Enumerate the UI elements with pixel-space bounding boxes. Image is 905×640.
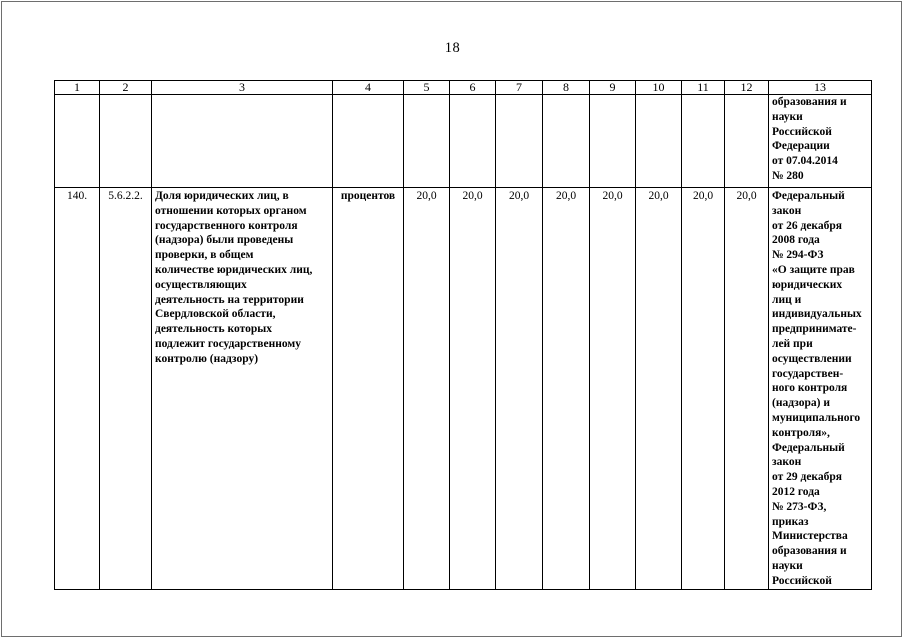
text-line: юридических <box>772 278 843 291</box>
text-line: от 07.04.2014 <box>772 155 838 168</box>
value-cell: 20,0 <box>636 188 682 590</box>
text-line: лей при <box>772 337 813 350</box>
value-cell: 20,0 <box>590 188 636 590</box>
row-number: 140. <box>55 188 100 590</box>
text-line: от 29 декабря <box>772 471 842 484</box>
indicators-table <box>54 80 872 590</box>
text-line: Федеральный <box>772 441 845 454</box>
text-line: от 26 декабря <box>772 219 842 232</box>
text-line: отношении которых органом <box>155 204 307 217</box>
empty-cell <box>450 95 496 188</box>
text-line: проверки, в общем <box>155 249 254 262</box>
text-line: муниципального <box>772 411 861 424</box>
header-cell: 7 <box>496 81 543 95</box>
row-code: 5.6.2.2. <box>100 188 152 590</box>
text-line: № 273-ФЗ, <box>772 500 827 513</box>
empty-cell <box>100 95 152 188</box>
empty-cell <box>55 95 100 188</box>
text-line: лиц и <box>772 293 802 306</box>
text-line: закон <box>772 456 802 469</box>
text-line: № 294-ФЗ <box>772 249 824 262</box>
header-cell: 1 <box>55 81 100 95</box>
legal-basis-continuation <box>769 95 872 188</box>
text-line: государствен- <box>772 367 844 380</box>
empty-cell <box>590 95 636 188</box>
unit-cell: процентов <box>333 188 404 590</box>
page-number: 18 <box>444 40 461 56</box>
text-line: предпринимате- <box>772 323 857 336</box>
header-cell: 11 <box>682 81 725 95</box>
empty-cell <box>333 95 404 188</box>
text-line: Российской <box>772 125 832 138</box>
value-cell: 20,0 <box>404 188 450 590</box>
text-line: подлежит государственному <box>155 337 301 350</box>
empty-cell <box>543 95 590 188</box>
header-cell: 4 <box>333 81 404 95</box>
text-line: контролю (надзору) <box>155 352 259 365</box>
value-cell: 20,0 <box>496 188 543 590</box>
legal-basis <box>769 188 872 590</box>
text-line: осуществляющих <box>155 278 247 291</box>
value-cell: 20,0 <box>682 188 725 590</box>
text-line: Доля юридических лиц, в <box>155 190 289 202</box>
text-line: закон <box>772 204 802 217</box>
text-line: деятельность на территории <box>155 293 304 306</box>
empty-cell <box>496 95 543 188</box>
text-line: образования и <box>772 545 847 558</box>
table-row-continuation <box>55 95 872 188</box>
header-cell: 8 <box>543 81 590 95</box>
text-line: Свердловской области, <box>155 308 276 321</box>
text-line: науки <box>772 559 803 572</box>
header-row <box>55 81 872 95</box>
text-line: осуществлении <box>772 352 852 365</box>
text-line: образования и <box>772 96 847 108</box>
text-line: государственного контроля <box>155 219 298 232</box>
indicator-name <box>152 188 333 590</box>
text-line: Министерства <box>772 530 848 543</box>
text-line: (надзора) и <box>772 397 830 410</box>
empty-cell <box>725 95 769 188</box>
text-line: количестве юридических лиц, <box>155 263 313 276</box>
text-line: (надзора) были проведены <box>155 234 294 247</box>
header-cell: 2 <box>100 81 152 95</box>
value-cell: 20,0 <box>725 188 769 590</box>
value-cell: 20,0 <box>450 188 496 590</box>
text-line: Федеральный <box>772 190 845 202</box>
text-line: индивидуальных <box>772 308 862 321</box>
empty-cell <box>682 95 725 188</box>
empty-cell <box>404 95 450 188</box>
header-cell: 13 <box>769 81 872 95</box>
text-line: науки <box>772 110 803 123</box>
text-line: ного контроля <box>772 382 848 395</box>
text-line: «О защите прав <box>772 263 855 276</box>
header-cell: 9 <box>590 81 636 95</box>
value-cell: 20,0 <box>543 188 590 590</box>
empty-cell <box>636 95 682 188</box>
header-cell: 12 <box>725 81 769 95</box>
text-line: № 280 <box>772 169 804 182</box>
text-line: 2012 года <box>772 485 820 498</box>
empty-cell <box>152 95 333 188</box>
table-row-140 <box>55 188 872 590</box>
header-cell: 5 <box>404 81 450 95</box>
header-cell: 10 <box>636 81 682 95</box>
text-line: Федерации <box>772 140 830 153</box>
text-line: Российской <box>772 574 832 587</box>
text-line: контроля», <box>772 426 830 439</box>
header-cell: 3 <box>152 81 333 95</box>
header-cell: 6 <box>450 81 496 95</box>
text-line: 2008 года <box>772 234 820 247</box>
text-line: приказ <box>772 515 809 528</box>
text-line: деятельность которых <box>155 323 272 336</box>
